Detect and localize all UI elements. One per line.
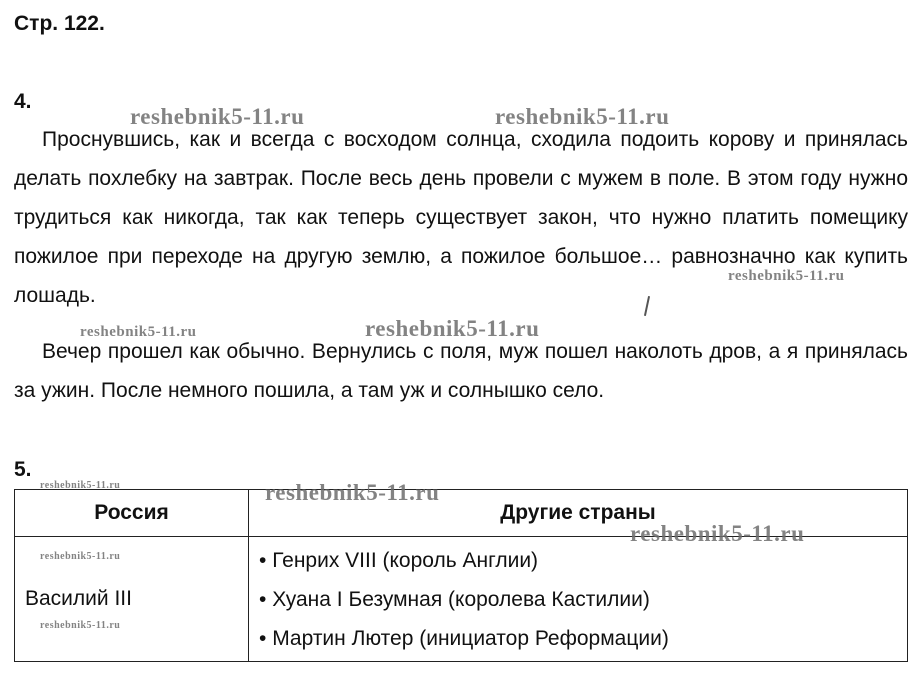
other-countries-cell [249,537,908,662]
watermark: reshebnik5-11.ru [495,104,670,129]
watermark: reshebnik5-11.ru [130,104,305,129]
header-other-countries: Другие страны [249,490,908,537]
list-item: • Хуана I Безумная (королева Кастилии) [259,580,899,619]
watermark: reshebnik5-11.ru [80,324,197,340]
watermark: reshebnik5-11.ru [40,551,121,562]
watermark: reshebnik5-11.ru [265,480,440,505]
watermark: reshebnik5-11.ru [728,268,845,284]
section-4-number: 4. [14,90,32,113]
table-row [15,537,908,662]
russia-cell: Василий III [15,537,249,662]
section-4-paragraph-2: Вечер прошел как обычно. Вернулись с поля, муж пошел наколоть дров, а я принялась за ужин. После немного пошила, а там уж и солнышко село. [14,340,908,402]
header-russia: Россия [15,490,249,537]
watermark: reshebnik5-11.ru [365,316,540,341]
watermark: reshebnik5-11.ru [40,620,121,631]
section-5-number: 5. [14,458,32,481]
list-item: • Генрих VIII (король Англии) [259,541,899,580]
list-item: • Мартин Лютер (инициатор Реформации) [259,619,899,658]
page-header: Стр. 122. [14,12,105,35]
section-4-paragraph-1: Проснувшись, как и всегда с восходом солнца, сходила подоить корову и принялась делать похлебку на завтрак. После весь день провели с мужем в поле. В этом году нужно трудиться как никогда, так как теперь существует закон, что нужно платить помещику пожилое при переходе на другую землю, а пожилое большое… равнозначно как купить лошадь. [14,128,908,307]
watermark: reshebnik5-11.ru [40,480,121,491]
comparison-table [14,489,908,662]
rulers-list [259,541,899,658]
watermark: reshebnik5-11.ru [630,521,805,546]
